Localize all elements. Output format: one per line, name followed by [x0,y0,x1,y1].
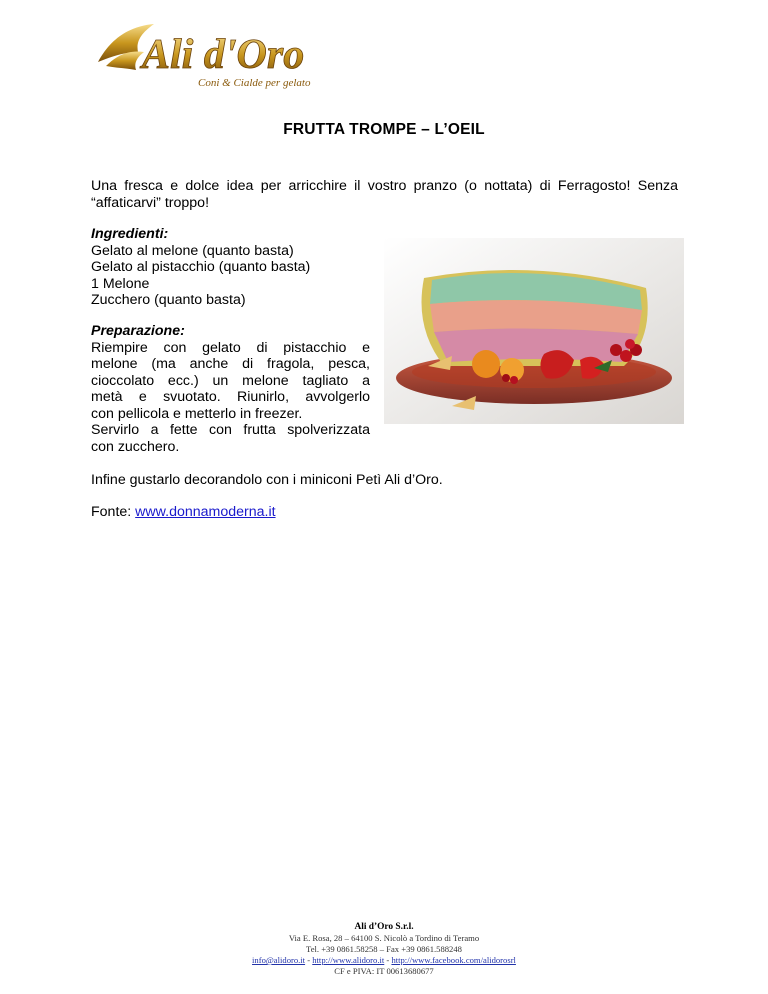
ingredient-item: 1 Melone [91,275,150,292]
company-logo [92,16,330,92]
ingredients-section [91,226,371,309]
footer-phone: Tel. +39 0861.58258 – Fax +39 0861.588248 [306,944,462,954]
footer-facebook-link[interactable]: http://www.facebook.com/alidorosrl [391,955,516,965]
intro-paragraph: Una fresca e dolce idea per arricchire il vostro pranzo (o nottata) di Ferragosto! Senza “affaticarvi” troppo! [91,178,678,211]
page-footer [0,922,768,977]
source-link[interactable]: www.donnamoderna.it [135,504,276,520]
page-title: FRUTTA TROMPE – L’OEIL [283,121,485,138]
preparation-section [91,323,370,455]
footer-address: Via E. Rosa, 28 – 64100 S. Nicolò a Tordino di Teramo [288,933,480,943]
preparation-line: Riempire con gelato di pistacchio e [91,339,370,356]
preparation-line: cioccolato ecc.) un melone tagliato a [91,372,370,389]
preparation-line: con pellicola e metterlo in freezer. [91,405,303,422]
preparation-line: melone (ma anche di fragola, pesca, [91,356,370,372]
source-label: Fonte: [91,504,136,520]
footer-vat: CF e PIVA: IT 00613680677 [334,966,434,976]
ingredient-item: Gelato al melone (quanto basta) [91,242,294,259]
preparation-line: Servirlo a fette con frutta spolverizzata [91,422,370,438]
logo-tagline: Coni & Cialde per gelato [198,77,311,89]
preparation-line: con zucchero. [91,438,180,455]
finish-paragraph: Infine gustarlo decorandolo con i miniconi Petì Ali d’Oro. [91,472,443,488]
footer-links [0,955,768,966]
footer-website-link[interactable]: http://www.alidoro.it [312,955,385,965]
footer-separator: - [384,955,392,965]
dessert-photo [384,238,684,424]
footer-company: Ali d’Oro S.r.l. [354,922,414,932]
preparation-line: metà e svuotato. Riunirlo, avvolgerlo [91,389,370,405]
source-line [91,504,678,521]
svg-text:Ali d'Oro: Ali d'Oro [142,32,305,78]
footer-separator: - [305,955,313,965]
footer-email-link[interactable]: info@alidoro.it [252,955,306,965]
ingredient-item: Zucchero (quanto basta) [91,292,246,308]
ingredients-heading: Ingredienti: [91,226,169,242]
ingredient-item: Gelato al pistacchio (quanto basta) [91,259,311,275]
preparation-heading: Preparazione: [91,323,185,339]
